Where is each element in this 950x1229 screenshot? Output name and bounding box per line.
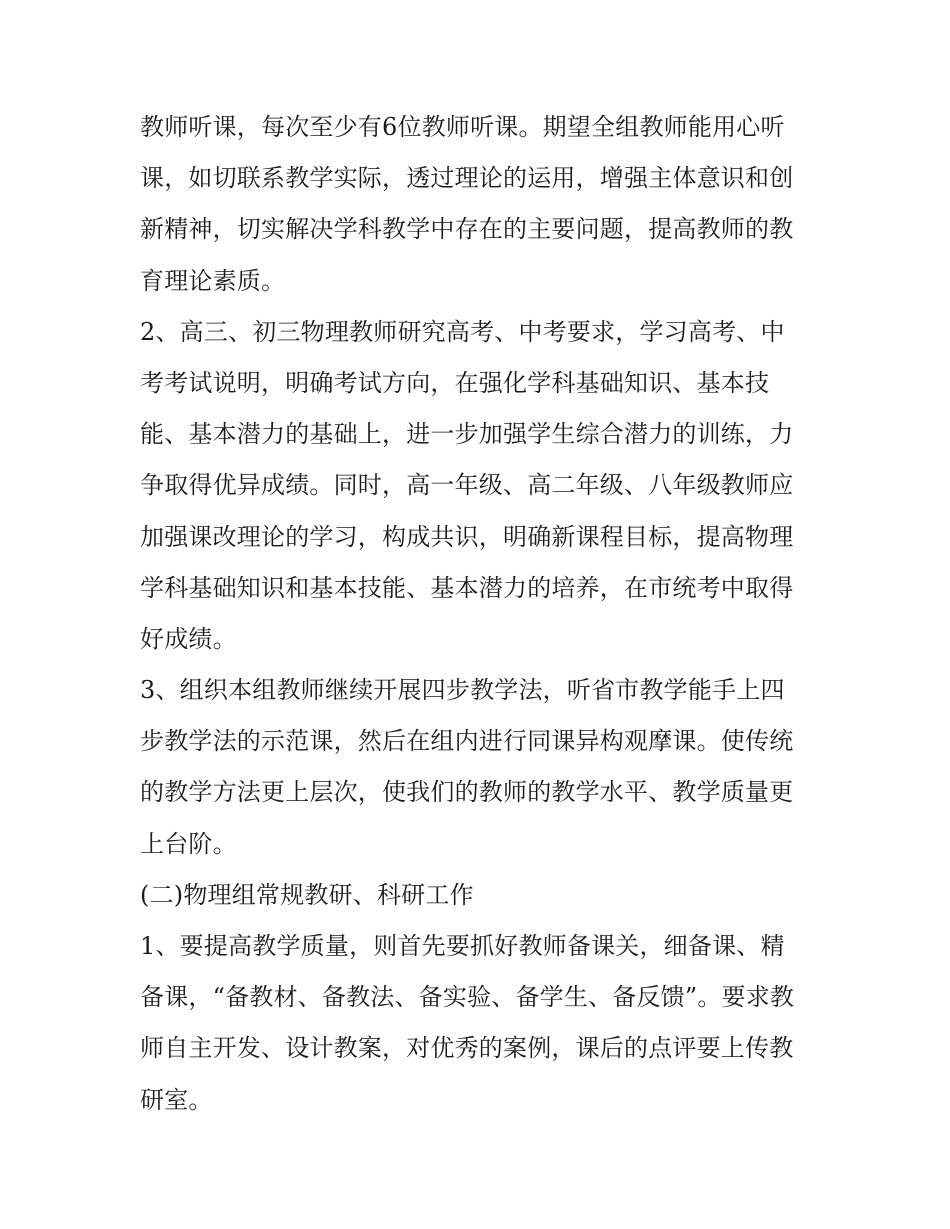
text-line: 师自主开发、设计教案，对优秀的案例，课后的点评要上传教 <box>140 1034 794 1063</box>
document-body <box>140 102 820 1126</box>
text-line: 1、要提高教学质量，则首先要抓好教师备课关，细备课、精 <box>140 932 785 960</box>
text-line: 教师听课，每次至少有6位教师听课。期望全组教师能用心听 <box>140 113 785 141</box>
text-line: 考考试说明，明确考试方向，在强化学科基础知识、基本技 <box>140 368 770 397</box>
text-line: 上台阶。 <box>140 829 237 858</box>
text-line: 好成绩。 <box>140 624 237 653</box>
text-line: 3、组织本组教师继续开展四步教学法，听省市教学能手上四 <box>140 676 785 705</box>
text-line: 2、高三、初三物理教师研究高考、中考要求，学习高考、中 <box>140 317 785 346</box>
text-line: 研室。 <box>140 1085 213 1114</box>
text-line: 步教学法的示范课，然后在组内进行同课异构观摩课。使传统 <box>140 727 794 756</box>
text-line: 新精神，切实解决学科教学中存在的主要问题，提高教师的教 <box>140 215 794 244</box>
text-line: 争取得优异成绩。同时，高一年级、高二年级、八年级教师应 <box>140 471 794 500</box>
text-line: 加强课改理论的学习，构成共识，明确新课程目标，提高物理 <box>140 522 794 551</box>
text-line: 能、基本潜力的基础上，进一步加强学生综合潜力的训练，力 <box>140 420 794 449</box>
text-line: 课，如切联系教学实际，透过理论的运用，增强主体意识和创 <box>140 164 794 193</box>
section-heading: (二)物理组常规教研、科研工作 <box>140 880 474 909</box>
text-line: 学科基础知识和基本技能、基本潜力的培养，在市统考中取得 <box>140 573 794 602</box>
text-line: 备课，“备教材、备教法、备实验、备学生、备反馈”。要求教 <box>140 983 795 1012</box>
text-line: 育理论素质。 <box>140 266 286 295</box>
text-line: 的教学方法更上层次，使我们的教师的教学水平、教学质量更 <box>140 778 794 807</box>
